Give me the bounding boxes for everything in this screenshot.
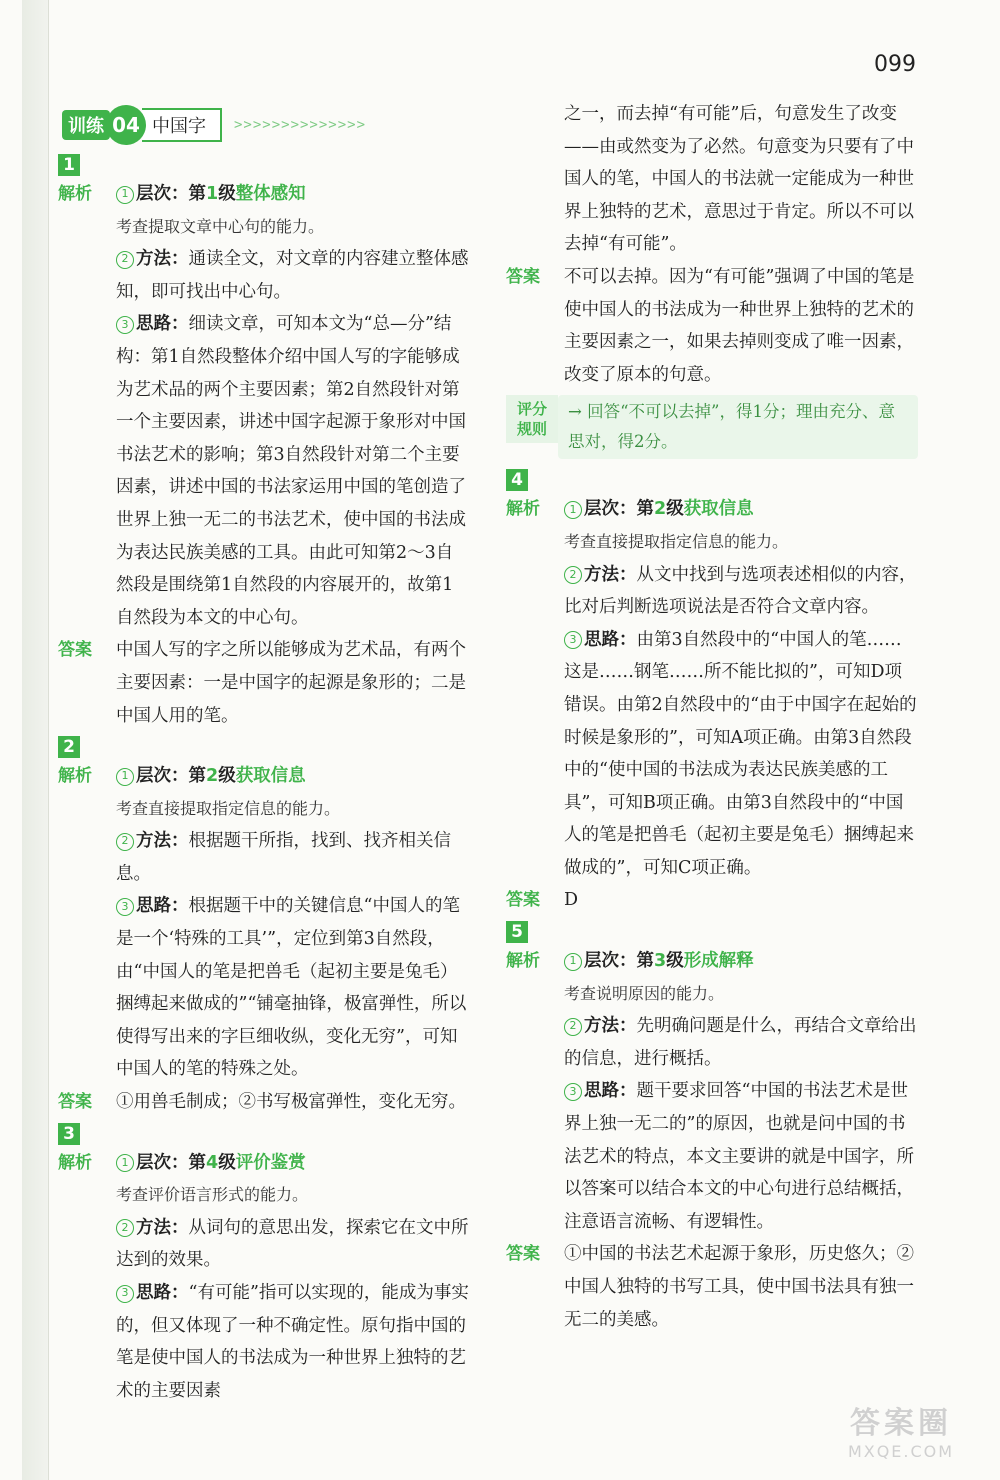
q5-analysis xyxy=(506,945,918,1238)
analysis-tag: 解析 xyxy=(58,766,92,787)
q1-method: 通读全文，对文章的内容建立整体感知，即可找出中心句。 xyxy=(116,249,469,302)
level-suffix: 级 xyxy=(218,1152,236,1173)
answer-tag: 答案 xyxy=(506,266,540,287)
idea-keyword: 思路： xyxy=(136,314,189,335)
q4-method: 从文中找到与选项表述相似的内容，比对后判断选项说法是否符合文章内容。 xyxy=(564,564,917,618)
circle-two: 2 xyxy=(116,1219,134,1237)
circle-three: 3 xyxy=(564,631,582,649)
answer-tag: 答案 xyxy=(506,890,540,911)
watermark-top: 答案圈 xyxy=(850,1406,952,1441)
method-keyword: 方法： xyxy=(136,1217,189,1238)
method-keyword: 方法： xyxy=(136,249,189,270)
answer-tag: 答案 xyxy=(58,640,92,661)
q5-answer xyxy=(506,1238,918,1336)
right-column xyxy=(506,98,918,1336)
scoring-tag-line2: 规则 xyxy=(516,420,547,439)
level-suffix: 级 xyxy=(218,184,236,204)
left-column xyxy=(58,150,470,1407)
level-name: 获取信息 xyxy=(235,766,306,787)
question-number-1: 1 xyxy=(58,154,80,176)
question-number-4: 4 xyxy=(506,469,528,491)
idea-keyword: 思路： xyxy=(584,629,637,650)
idea-keyword: 思路： xyxy=(584,1081,637,1102)
q2-answer xyxy=(58,1086,470,1119)
circle-three: 3 xyxy=(116,316,134,334)
q2-analysis xyxy=(58,760,470,1086)
q2-method: 根据题干所指，找到、找齐相关信息。 xyxy=(116,831,451,884)
idea-keyword: 思路： xyxy=(136,896,189,917)
q1-answer-text: 中国人写的字之所以能够成为艺术品，有两个主要因素：一是中国字的起源是象形的；二是中国人用的笔。 xyxy=(116,640,466,726)
watermark-logo xyxy=(826,1398,976,1462)
q1-sub: 考查提取文章中心句的能力。 xyxy=(116,216,325,236)
q4-idea: 由第3自然段中的“中国人的笔……这是……钢笔……所不能比拟的”，可知D项错误。由第2自然段中的“由于中国字在起始的时候是象形的”，可知A项正确。由第3自然段中的“使中国的书法成为表达民族美感的工具”，可知B项正确。由第3自然段中的“中国人的笔是把兽毛（起初主要是兔毛）捆缚起来做成的”，可知C项正确。 xyxy=(564,629,917,878)
circle-one: 1 xyxy=(564,953,582,971)
q3-answer xyxy=(506,261,918,391)
q3-method: 从词句的意思出发，探索它在文中所达到的效果。 xyxy=(116,1217,469,1271)
method-keyword: 方法： xyxy=(584,1016,637,1037)
level-suffix: 级 xyxy=(666,499,684,520)
header-label: 训练 xyxy=(62,110,110,140)
q2-sub: 考查直接提取指定信息的能力。 xyxy=(116,798,341,818)
level-number: 3 xyxy=(654,951,667,972)
q3-idea-continued: 之一，而去掉“有可能”后，句意发生了改变——由或然变为了必然。句意变为只要有了中国人的笔，中国人的书法就一定能成为一种世界上独特的艺术，意思过于肯定。所以不可以去掉“有可能”。 xyxy=(564,104,914,255)
q4-answer xyxy=(506,884,918,917)
level-number: 2 xyxy=(654,499,667,520)
level-prefix: 层次：第 xyxy=(136,184,206,204)
level-name: 形成解释 xyxy=(683,951,754,972)
circle-one: 1 xyxy=(116,768,134,786)
circle-one: 1 xyxy=(564,501,582,519)
answer-tag: 答案 xyxy=(58,1092,92,1113)
section-header xyxy=(62,108,366,142)
level-prefix: 层次：第 xyxy=(584,951,654,972)
level-name: 获取信息 xyxy=(683,499,754,520)
question-number-2: 2 xyxy=(58,736,80,758)
header-title: 中国字 xyxy=(142,108,222,142)
q1-idea: 细读文章，可知本文为“总—分”结构：第1自然段整体介绍中国人写的字能够成为艺术品的两个主要因素；第2自然段针对第一个主要因素，讲述中国字起源于象形对中国书法艺术的影响；第3自然段针对第二个主要因素，讲述中国的书法家运用中国的笔创造了世界上独一无二的书法艺术，使中国的书法成为表达民族美感的工具。由此可知第2～3自然段是围绕第1自然段的内容展开的，故第1自然段为本文的中心句。 xyxy=(116,314,466,628)
analysis-tag: 解析 xyxy=(506,951,540,972)
q4-sub: 考查直接提取指定信息的能力。 xyxy=(564,531,789,551)
level-prefix: 层次：第 xyxy=(136,1152,206,1173)
analysis-tag: 解析 xyxy=(506,499,540,520)
analysis-tag: 解析 xyxy=(58,1152,92,1173)
header-number: 04 xyxy=(106,105,146,145)
scoring-rule xyxy=(506,395,918,459)
circle-two: 2 xyxy=(564,1018,582,1036)
circle-three: 3 xyxy=(116,898,134,916)
page-number: 099 xyxy=(874,52,916,77)
q5-idea: 题干要求回答“中国的书法艺术是世界上独一无二的”的原因，也就是问中国的书法艺术的特点，本文主要讲的就是中国字，所以答案可以结合本文的中心句进行总结概括，注意语言流畅、有逻辑性。 xyxy=(564,1081,914,1232)
q1-analysis xyxy=(58,178,470,634)
level-number: 4 xyxy=(206,1152,219,1173)
level-prefix: 层次：第 xyxy=(584,499,654,520)
level-name: 整体感知 xyxy=(235,184,306,204)
answer-tag: 答案 xyxy=(506,1244,540,1265)
q3-sub: 考查评价语言形式的能力。 xyxy=(116,1185,309,1205)
q5-sub: 考查说明原因的能力。 xyxy=(564,983,725,1003)
q5-method: 先明确问题是什么，再结合文章给出的信息，进行概括。 xyxy=(564,1016,917,1069)
circle-three: 3 xyxy=(564,1083,582,1101)
watermark-bottom: MXQE.COM xyxy=(847,1442,955,1461)
level-suffix: 级 xyxy=(666,951,684,972)
q4-answer-text: D xyxy=(564,890,579,911)
question-number-5: 5 xyxy=(506,921,528,943)
level-number: 1 xyxy=(206,184,219,204)
circle-one: 1 xyxy=(116,1154,134,1172)
idea-keyword: 思路： xyxy=(136,1283,189,1303)
q3-analysis-continued xyxy=(506,98,918,261)
level-name: 评价鉴赏 xyxy=(235,1152,306,1173)
question-number-3: 3 xyxy=(58,1123,80,1145)
circle-two: 2 xyxy=(564,566,582,584)
q2-answer-text: ①用兽毛制成；②书写极富弹性，变化无穷。 xyxy=(116,1092,466,1113)
level-suffix: 级 xyxy=(218,766,236,787)
scoring-tag-line1: 评分 xyxy=(516,400,547,419)
q5-answer-text: ①中国的书法艺术起源于象形，历史悠久；②中国人独特的书写工具，使中国书法具有独一无二的美感。 xyxy=(564,1244,914,1330)
scoring-text: → 回答“不可以去掉”，得1分；理由充分、意思对，得2分。 xyxy=(558,395,918,459)
level-prefix: 层次：第 xyxy=(136,766,206,787)
circle-one: 1 xyxy=(116,186,134,204)
method-keyword: 方法： xyxy=(136,831,189,852)
q3-analysis xyxy=(58,1147,470,1408)
q2-idea: 根据题干中的关键信息“中国人的笔是一个‘特殊的工具’”，定位到第3自然段，由“中国人的笔是把兽毛（起初主要是兔毛）捆缚起来做成的”“铺毫抽锋，极富弹性，所以使得写出来的字巨细收纵，变化无穷”，可知中国人的笔的特殊之处。 xyxy=(116,896,467,1080)
circle-two: 2 xyxy=(116,251,134,269)
q3-answer-text: 不可以去掉。因为“有可能”强调了中国的笔是使中国人的书法成为一种世界上独特的艺术的主要因素之一，如果去掉则变成了唯一因素，改变了原本的句意。 xyxy=(564,266,915,385)
q3-idea: “有可能”指可以实现的，能成为事实的，但又体现了一种不确定性。原句指中国的笔是使中国人的书法成为一种世界上独特的艺术的主要因素 xyxy=(116,1283,469,1401)
scoring-tag xyxy=(506,395,558,443)
q4-analysis xyxy=(506,493,918,884)
header-arrows: >>>>>>>>>>>>>> xyxy=(234,117,367,133)
method-keyword: 方法： xyxy=(584,564,637,585)
level-number: 2 xyxy=(206,766,219,787)
q1-answer xyxy=(58,634,470,732)
sidebar-band xyxy=(22,0,49,1480)
circle-three: 3 xyxy=(116,1285,134,1303)
circle-two: 2 xyxy=(116,833,134,851)
analysis-tag: 解析 xyxy=(58,184,92,204)
